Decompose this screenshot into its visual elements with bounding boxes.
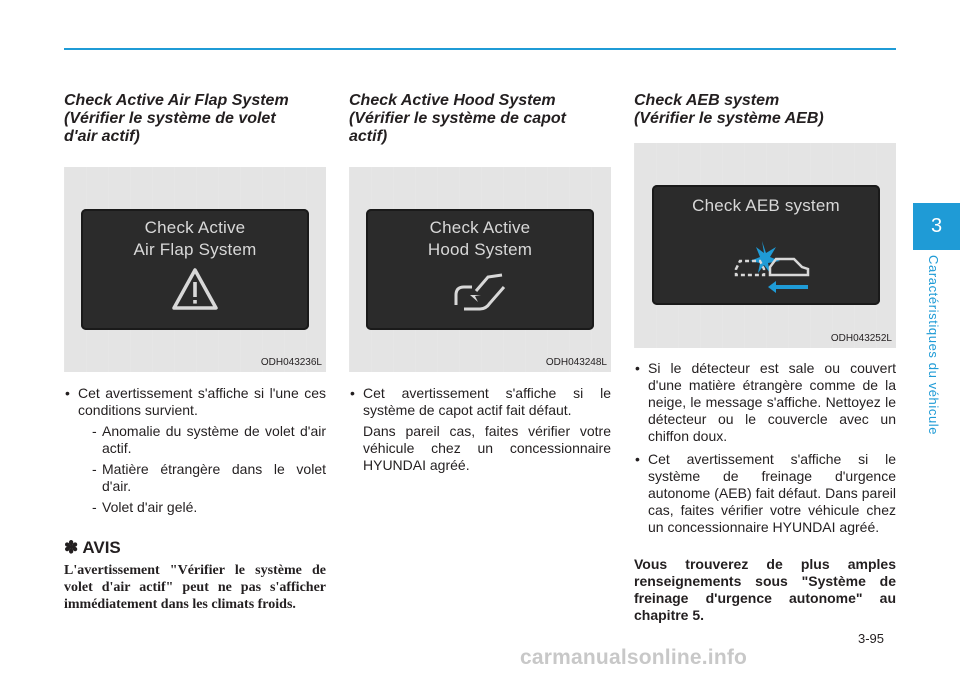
- section-air-flap: [64, 92, 326, 613]
- bullet-list: [64, 385, 326, 516]
- warning-triangle-icon: [171, 267, 219, 311]
- watermark: carmanualsonline.info: [520, 646, 748, 669]
- hood-icon: [450, 269, 510, 313]
- bullet-list: [349, 385, 611, 419]
- paragraph: Dans pareil cas, faites vérifier votre véhicule chez un concessionnaire HYUNDAI agréé.: [363, 423, 611, 473]
- sub-item: - Volet d'air gelé.: [78, 499, 326, 516]
- section-heading: Check AEB system (Vérifier le système AEB): [634, 92, 824, 127]
- cluster-display: [652, 185, 880, 305]
- more-info: Vous trouverez de plus amples renseignements sous "Système de freinage d'urgence autonome" au chapitre 5.: [634, 556, 896, 623]
- aeb-collision-icon: [732, 237, 812, 295]
- page-number: 3-95: [858, 631, 885, 646]
- notice-title: ✽ AVIS: [64, 538, 121, 557]
- bullet-text: Cet avertissement s'affiche si l'une ces conditions survient.: [78, 385, 326, 418]
- cluster-display: [366, 209, 594, 330]
- cluster-display: [81, 209, 309, 330]
- list-item: • Si le détecteur est sale ou couvert d'une matière étrangère comme de la neige, le message s'affiche. Nettoyez le détecteur ou le couvercle avec un chiffon doux.: [634, 360, 896, 445]
- notice-box: [64, 538, 326, 613]
- figure-air-flap: [64, 167, 326, 372]
- figure-code: ODH043236L: [260, 357, 322, 368]
- figure-code: ODH043248L: [545, 357, 607, 368]
- top-rule: [64, 48, 896, 50]
- figure-aeb: [634, 143, 896, 348]
- list-item: • Cet avertissement s'affiche si le système de capot actif fait défaut.: [349, 385, 611, 419]
- section-heading: Check Active Hood System (Vérifier le système de capot actif): [349, 92, 566, 145]
- list-item: [64, 385, 326, 516]
- figure-hood: [349, 167, 611, 372]
- notice-body: L'avertissement "Vérifier le système de volet d'air actif" peut ne pas s'afficher immédiatement dans les climats froids.: [64, 563, 326, 612]
- display-message: Check Active Air Flap System: [133, 218, 257, 259]
- section-hood: [349, 92, 611, 474]
- sub-list: [78, 423, 326, 516]
- sub-item: - Anomalie du système de volet d'air actif.: [78, 423, 326, 457]
- section-aeb: [634, 92, 896, 624]
- figure-code: ODH043252L: [830, 333, 892, 344]
- section-heading: Check Active Air Flap System (Vérifier le système de volet d'air actif): [64, 92, 289, 145]
- bullet-list: [634, 360, 896, 536]
- list-item: • Cet avertissement s'affiche si le système de freinage d'urgence autonome (AEB) fait défaut. Dans pareil cas, faites vérifier votre véhicule chez un concessionnaire HYUNDAI agréé.: [634, 451, 896, 536]
- display-message: Check AEB system: [692, 196, 840, 215]
- chapter-tab: 3: [913, 203, 960, 250]
- sub-item: - Matière étrangère dans le volet d'air.: [78, 461, 326, 495]
- chapter-title: Caractéristiques du véhicule: [926, 255, 941, 436]
- display-message: Check Active Hood System: [427, 218, 533, 259]
